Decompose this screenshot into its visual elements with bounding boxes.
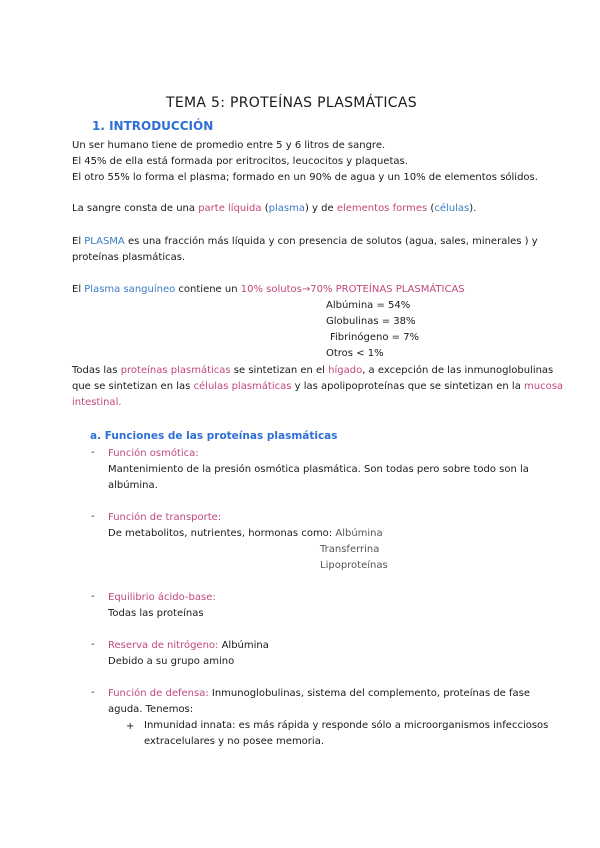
protein-fibrinogeno: Fibrinógeno = 7% (330, 332, 420, 343)
funcion-transporte-title: Función de transporte: (108, 512, 222, 523)
transport-albumina: Albúmina (335, 528, 383, 539)
plasma-content-line (72, 282, 465, 298)
plus-bullet: + (126, 721, 135, 732)
highlight-plasma-sanguineo: Plasma sanguíneo (84, 284, 176, 295)
highlight-elementos-formes: elementos formes (336, 203, 428, 214)
reserva-title-line (108, 638, 269, 654)
funcion-transporte-line (108, 526, 383, 542)
reserva-title: Reserva de nitrógeno: (108, 640, 219, 651)
defensa-bullet-line-1: Inmunidad innata: es más rápida y responde sólo a microorganismos infecciosos (144, 720, 549, 731)
text: se sintetizan en el (230, 365, 329, 376)
bullet-dash: - (91, 687, 95, 698)
intro-line-3: El otro 55% lo forma el plasma; formado en un 90% de agua y un 10% de elementos sólidos. (72, 172, 538, 183)
text: ( (261, 203, 269, 214)
section-introduccion: 1. INTRODUCCIÓN (92, 119, 214, 133)
synth-line-3: intestinal. (72, 397, 122, 408)
synth-line-2 (72, 379, 563, 395)
text: es una fracción más líquida y con presencia de solutos (agua, sales, minerales ) y (124, 236, 538, 247)
highlight-proteinas-plasmaticas: proteínas plasmáticas (120, 365, 231, 376)
defensa-text: Inmunoglobulinas, sistema del complemento, proteínas de fase (208, 688, 531, 699)
defensa-bullet-line-2: extracelulares y no posee memoria. (144, 736, 324, 747)
synth-line-1 (72, 363, 553, 379)
transport-lipoproteinas: Lipoproteínas (320, 560, 388, 571)
bullet-dash: - (91, 591, 95, 602)
text: y las apolipoproteínas que se sintetizan en la (291, 381, 525, 392)
intro-line-2: El 45% de ella está formada por eritrocitos, leucocitos y plaquetas. (72, 156, 408, 167)
highlight-plasma-upper: PLASMA (84, 236, 125, 247)
text: Todas las (72, 365, 121, 376)
highlight-celulas-plasmaticas: células plasmáticas (193, 381, 292, 392)
sangre-line (72, 201, 476, 217)
text: El (72, 236, 85, 247)
highlight-parte-liquida: parte líquida (198, 203, 262, 214)
highlight-celulas: células (434, 203, 470, 214)
plasma-def-line-1 (72, 234, 538, 250)
text: que se sintetizan en las (72, 381, 194, 392)
defensa-line-2: aguda. Tenemos: (108, 704, 194, 715)
funcion-osmotica-title: Función osmótica: (108, 448, 199, 459)
reserva-line: Debido a su grupo amino (108, 656, 235, 667)
protein-albumina: Albúmina = 54% (326, 300, 411, 311)
text: El (72, 284, 85, 295)
bullet-dash: - (91, 447, 95, 458)
text: ). (469, 203, 477, 214)
highlight-mucosa: mucosa (524, 381, 564, 392)
text: contiene un (175, 284, 241, 295)
transport-transferrina: Transferrina (320, 544, 380, 555)
reserva-value: Albúmina (218, 640, 269, 651)
intro-line-1: Un ser humano tiene de promedio entre 5 y 6 litros de sangre. (72, 140, 386, 151)
protein-globulinas: Globulinas = 38% (326, 316, 416, 327)
funcion-osmotica-line-1: Mantenimiento de la presión osmótica plasmática. Son todas pero sobre todo son la (108, 464, 529, 475)
equilibrio-line: Todas las proteínas (108, 608, 204, 619)
equilibrio-title: Equilibrio ácido-base: (108, 592, 216, 603)
protein-otros: Otros < 1% (326, 348, 384, 359)
bullet-dash: - (91, 639, 95, 650)
bullet-dash: - (91, 511, 95, 522)
text: ) y de (304, 203, 337, 214)
text: De metabolitos, nutrientes, hormonas como: (108, 528, 336, 539)
text: ( (427, 203, 435, 214)
highlight-proteinas-percent: 10% solutos→70% PROTEÍNAS PLASMÁTICAS (240, 284, 465, 295)
text: La sangre consta de una (72, 203, 199, 214)
highlight-plasma: plasma (268, 203, 305, 214)
defensa-title: Función de defensa: (108, 688, 209, 699)
section-funciones: a. Funciones de las proteínas plasmáticas (90, 430, 338, 442)
page-title: TEMA 5: PROTEÍNAS PLASMÁTICAS (166, 95, 417, 111)
defensa-title-line (108, 686, 530, 702)
plasma-def-line-2: proteínas plasmáticas. (72, 252, 186, 263)
text: , a excepción de las inmunoglobulinas (362, 365, 554, 376)
highlight-higado: hígado (328, 365, 363, 376)
funcion-osmotica-line-2: albúmina. (108, 480, 158, 491)
